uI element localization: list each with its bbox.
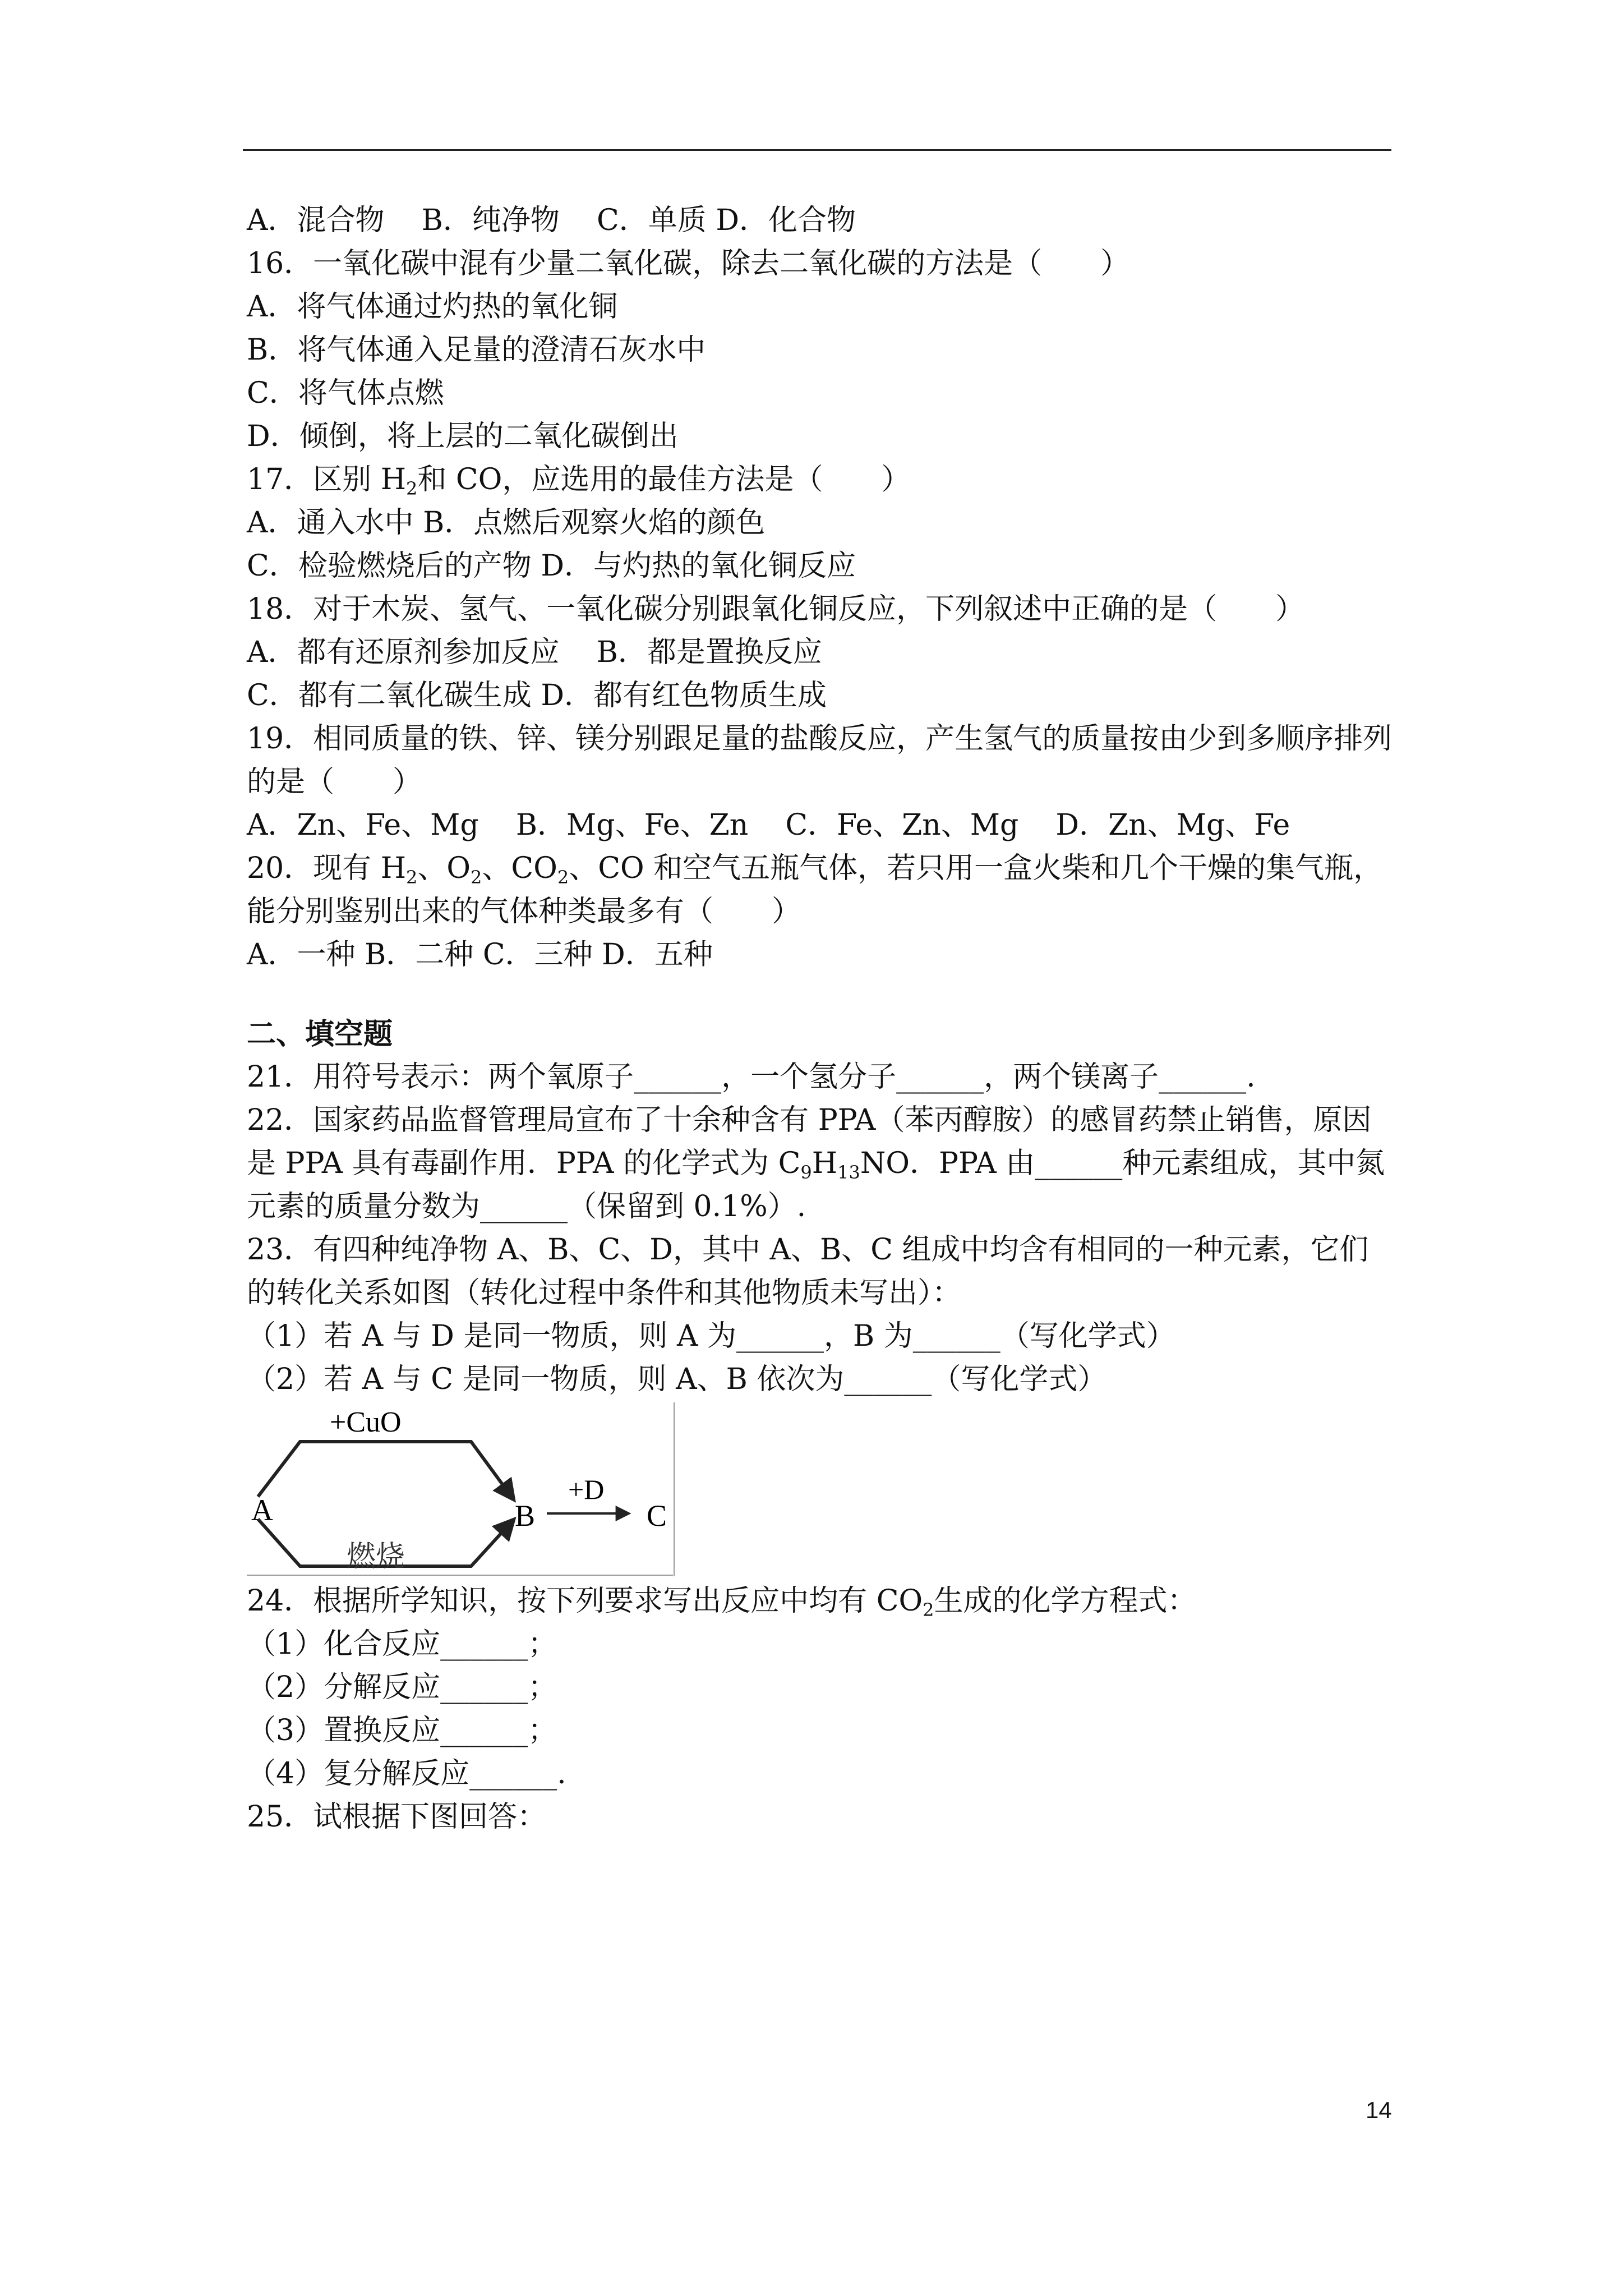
q17-stem-text-2: 和 CO，应选用的最佳方法是（ ） — [417, 463, 911, 496]
q20-sub-co2: 2 — [557, 867, 569, 888]
q20-text: 20．现有 H — [247, 852, 407, 885]
q23-sub2: （2）若 A 与 C 是同一物质，则 A、B 依次为______（写化学式） — [247, 1363, 1107, 1396]
q20-text-3: 、CO — [482, 852, 557, 885]
q17-options-cd: C．检验燃烧后的产物 D．与灼热的氧化铜反应 — [247, 549, 856, 583]
q17-subscript: 2 — [406, 478, 418, 499]
q18-options-cd: C．都有二氧化碳生成 D．都有红色物质生成 — [247, 679, 827, 712]
conversion-diagram — [247, 1402, 680, 1576]
q16-option-a: A．将气体通过灼热的氧化铜 — [247, 290, 618, 324]
q21: 21．用符号表示：两个氧原子______，一个氢分子______，两个镁离子______. — [247, 1060, 1256, 1094]
q22 — [247, 1099, 1394, 1228]
section-gap — [247, 977, 1394, 1013]
label-arrow-reagent: +D — [568, 1474, 605, 1505]
q22-text-3: NO．PPA 由______种元素组成，其中氮元素的质量分数为______（保留到 0.1%）. — [247, 1147, 1385, 1223]
q18-options-ab: A．都有还原剂参加反应 B．都是置换反应 — [247, 636, 822, 669]
q16-stem: 16．一氧化碳中混有少量二氧化碳，除去二氧化碳的方法是（ ） — [247, 247, 1130, 280]
q20-options: A．一种 B．二种 C．三种 D．五种 — [247, 938, 713, 972]
node-a: A — [251, 1493, 273, 1527]
q24-item-3: （3）置换反应______； — [247, 1714, 557, 1747]
q17-options-ab: A．通入水中 B．点燃后观察火焰的颜色 — [247, 506, 766, 540]
node-c: C — [647, 1499, 667, 1533]
q18-stem: 18．对于木炭、氢气、一氧化碳分别跟氧化铜反应，下列叙述中正确的是（ ） — [247, 592, 1305, 626]
q23-stem: 23．有四种纯净物 A、B、C、D，其中 A、B、C 组成中均含有相同的一种元素，它们的转化关系如图（转化过程中条件和其他物质未写出）： — [247, 1233, 1369, 1310]
q17-stem — [247, 458, 1394, 501]
q20-stem — [247, 847, 1394, 933]
label-top-reagent: +CuO — [330, 1406, 402, 1438]
q24-item-2: （2）分解反应______； — [247, 1671, 557, 1704]
page-number: 14 — [1366, 2097, 1392, 2123]
conversion-diagram-svg — [247, 1402, 680, 1576]
header-rule — [243, 149, 1391, 151]
q16-option-d: D．倾倒，将上层的二氧化碳倒出 — [247, 420, 679, 453]
q24-text: 24．根据所学知识，按下列要求写出反应中均有 CO — [247, 1584, 923, 1618]
arrow-a-to-b-top — [258, 1442, 513, 1499]
q24-item-1: （1）化合反应______； — [247, 1627, 557, 1661]
q19-stem: 19．相同质量的铁、锌、镁分别跟足量的盐酸反应，产生氢气的质量按由少到多顺序排列的是（ ） — [247, 722, 1393, 799]
section-title: 二、填空题 — [247, 1017, 393, 1051]
q19-options: A．Zn、Fe、Mg B．Mg、Fe、Zn C．Fe、Zn、Mg D．Zn、Mg、Fe — [247, 808, 1290, 842]
q22-sub-9: 9 — [800, 1162, 812, 1183]
label-bottom-condition: 燃烧 — [347, 1540, 405, 1573]
q25: 25．试根据下图回答： — [247, 1800, 547, 1834]
q20-text-2: 、O — [417, 852, 471, 885]
q16-option-c: C．将气体点燃 — [247, 376, 444, 410]
q22-text: 22．国家药品监督管理局宣布了十余种含有 PPA（苯丙醇胺）的感冒药禁止销售，原因是 PPA 具有毒副作用．PPA 的化学式为 C — [247, 1103, 1372, 1180]
q24-text-2: 生成的化学方程式： — [934, 1584, 1197, 1618]
q15-options: A．混合物 B．纯净物 C．单质 D．化合物 — [247, 204, 856, 237]
q20-sub-h2: 2 — [406, 867, 418, 888]
q22-sub-13: 13 — [837, 1162, 860, 1183]
q24-item-4: （4）复分解反应______. — [247, 1757, 566, 1791]
q22-text-2: H — [811, 1147, 838, 1180]
q24-sub-2: 2 — [923, 1599, 934, 1621]
q24-stem — [247, 1580, 1394, 1623]
q20-text-4: 、CO 和空气五瓶气体，若只用一盒火柴和几个干燥的集气瓶，能分别鉴别出来的气体种类最多有（ ） — [247, 852, 1383, 928]
node-b: B — [515, 1499, 536, 1533]
page-content — [247, 199, 1394, 1839]
q16-option-b: B．将气体通入足量的澄清石灰水中 — [247, 333, 706, 367]
q23-sub1: （1）若 A 与 D 是同一物质，则 A 为______，B 为______（写化学式） — [247, 1319, 1175, 1353]
q17-stem-text: 17．区别 H — [247, 463, 407, 496]
q20-sub-o2: 2 — [471, 867, 482, 888]
